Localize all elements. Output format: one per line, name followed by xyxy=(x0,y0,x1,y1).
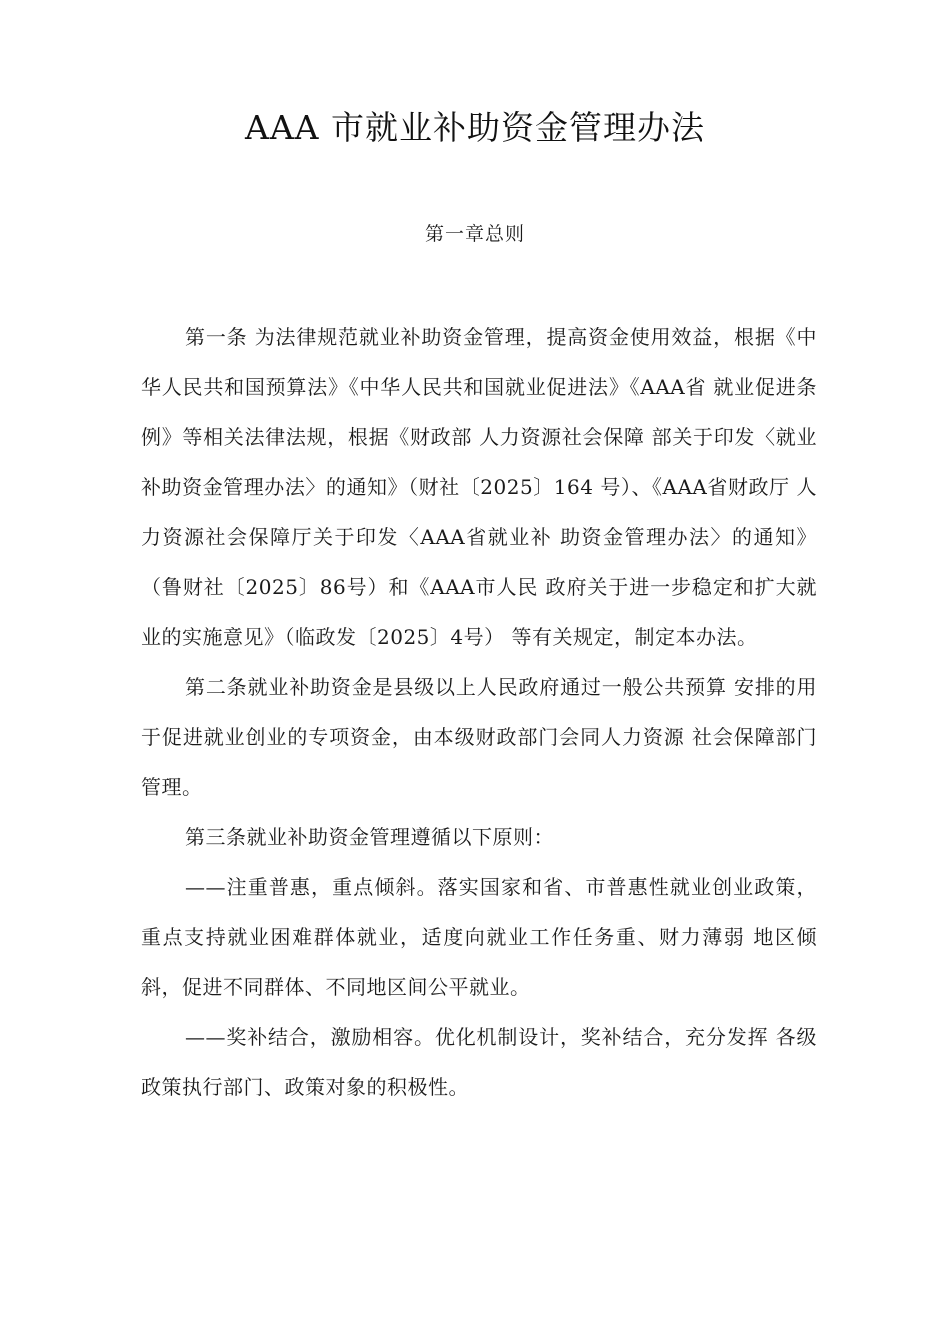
document-body xyxy=(141,312,817,1112)
principle-2-paragraph: ——奖补结合，激励相容。优化机制设计，奖补结合，充分发挥 各级政策执行部门、政策对象的积极性。 xyxy=(141,1025,817,1099)
principle-1-paragraph: ——注重普惠，重点倾斜。落实国家和省、市普惠性就业创业政策，重点支持就业困难群体就业，适度向就业工作任务重、财力薄弱 地区倾斜，促进不同群体、不同地区间公平就业。 xyxy=(141,875,817,999)
document-title: AAA 市就业补助资金管理办法 xyxy=(245,108,705,147)
article-2-paragraph: 第二条就业补助资金是县级以上人民政府通过一般公共预算 安排的用于促进就业创业的专项资金，由本级财政部门会同人力资源 社会保障部门管理。 xyxy=(141,675,817,799)
article-3-paragraph: 第三条就业补助资金管理遵循以下原则： xyxy=(185,825,554,849)
chapter-heading: 第一章总则 xyxy=(424,223,525,245)
article-1-paragraph: 第一条 为法律规范就业补助资金管理，提高资金使用效益，根据《中华人民共和国预算法》《中华人民共和国就业促进法》《AAA省 就业促进条例》等相关法律法规，根据《财政部 人力资源社会保障 部关于印发〈就业补助资金管理办法〉的通知》（财社〔2025〕164 号）、《AAA省财政厅 人力资源社会保障厅关于印发〈AAA省就业补 助资金管理办法〉的通知》（鲁财社〔2025〕86号）和《AAA市人民 政府关于进一步稳定和扩大就业的实施意见》（临政发〔2025〕4号） 等有关规定，制定本办法。 xyxy=(141,325,817,649)
